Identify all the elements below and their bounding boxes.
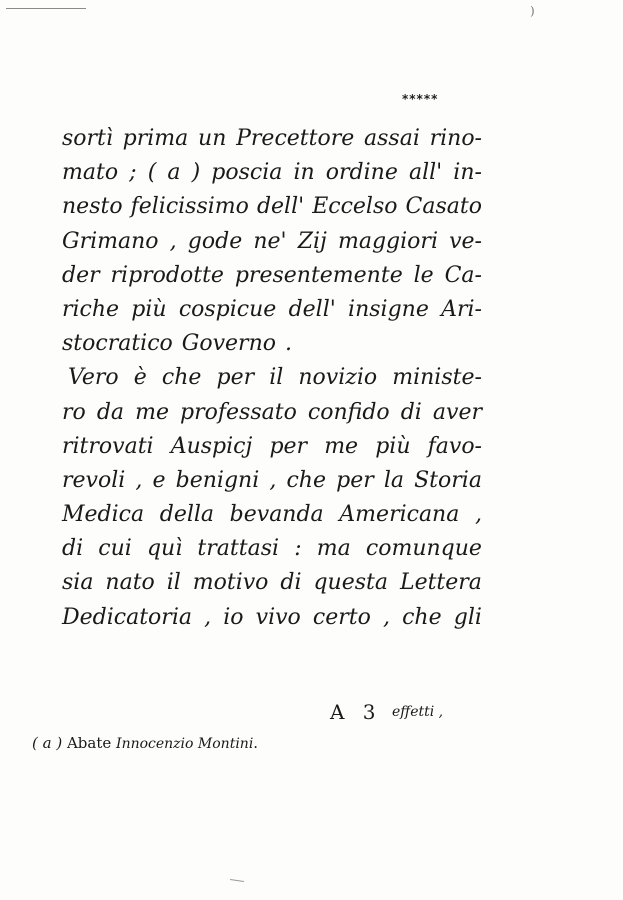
word: di	[280, 570, 302, 596]
word: che	[161, 365, 202, 391]
word: per	[336, 467, 374, 493]
word: Precettore	[236, 126, 355, 151]
top-rule	[6, 8, 86, 9]
ornament-asterisks: *****	[402, 92, 439, 106]
word: dell'	[256, 194, 305, 220]
text-line	[62, 190, 482, 224]
word: vivo	[255, 604, 301, 630]
word: ,	[204, 604, 212, 630]
footnote-end: .	[253, 734, 259, 752]
page-speck	[230, 879, 244, 882]
word: .	[284, 331, 292, 357]
word: certo	[312, 604, 371, 630]
text-line	[62, 532, 482, 566]
word: riprodotte	[110, 262, 224, 288]
word: )	[191, 160, 201, 186]
word: per	[216, 365, 255, 391]
word: Medica	[62, 502, 145, 528]
word: ,	[474, 502, 482, 528]
word: motivo	[192, 570, 269, 596]
word: che	[286, 467, 326, 493]
footnote-name: Innocenzio Montini	[116, 736, 254, 752]
word: sortì	[62, 126, 113, 151]
word: prima	[122, 126, 189, 151]
word: di	[62, 536, 84, 562]
word: io	[223, 604, 244, 630]
word: Americana	[339, 502, 460, 528]
word: Storia	[414, 467, 482, 493]
word: felicissimo	[130, 194, 249, 220]
word: Governo	[181, 331, 276, 357]
catchword: effetti ,	[392, 704, 444, 720]
signature-mark: A 3	[330, 700, 382, 724]
word: ritrovati	[62, 433, 154, 459]
word: comunque	[365, 536, 482, 562]
word: insigne	[348, 296, 429, 322]
word: quì	[146, 536, 183, 562]
top-mark: )	[530, 4, 535, 18]
text-line	[62, 396, 482, 430]
word: stocratico	[62, 331, 173, 357]
text-line	[62, 259, 482, 293]
word: dell'	[288, 296, 336, 322]
word: il	[269, 365, 284, 391]
word: rino-	[429, 126, 482, 151]
word: Eccelso	[312, 194, 398, 220]
word: le	[413, 262, 434, 288]
text-line	[62, 225, 482, 259]
word: della	[159, 502, 215, 528]
word: cui	[98, 536, 132, 562]
word: aver	[432, 399, 482, 425]
word: nato	[105, 570, 155, 596]
word: benigni	[175, 467, 260, 493]
text-line	[62, 430, 482, 464]
footnote-mark: ( a )	[32, 734, 63, 752]
word: Grimano	[62, 228, 159, 254]
word: novizio	[298, 365, 378, 391]
word: poscia	[211, 160, 283, 186]
word: (	[147, 160, 157, 186]
body-text	[62, 122, 482, 635]
word: revoli	[62, 467, 126, 493]
word: confido	[307, 399, 390, 425]
word: che	[402, 604, 442, 630]
word: sia	[62, 570, 94, 596]
text-line	[62, 327, 482, 361]
word: Vero	[68, 365, 119, 391]
word: è	[133, 365, 147, 391]
word: più	[375, 433, 411, 459]
word: ;	[129, 160, 137, 186]
word: ministe-	[392, 365, 482, 391]
text-line	[62, 122, 482, 156]
catchline	[62, 700, 482, 728]
word: riche	[62, 296, 120, 322]
word: me	[135, 399, 169, 425]
word: presentemente	[234, 262, 403, 288]
word: Zij	[297, 228, 327, 254]
word: bevanda	[229, 502, 324, 528]
word: me	[324, 433, 359, 459]
word: all'	[408, 160, 443, 186]
word: per	[269, 433, 308, 459]
word: ne'	[253, 228, 287, 254]
word: Auspicj	[170, 433, 253, 459]
text-line	[62, 156, 482, 190]
word: e	[152, 467, 166, 493]
word: trattasi	[197, 536, 280, 562]
text-line	[62, 464, 482, 498]
footnote	[32, 734, 258, 752]
word: maggiori	[338, 228, 438, 254]
word: cospicue	[178, 296, 277, 322]
word: più	[131, 296, 167, 322]
text-line	[62, 293, 482, 327]
word: un	[198, 126, 227, 151]
word: Casato	[405, 194, 482, 220]
word: Dedicatoria	[62, 604, 192, 630]
word: in-	[453, 160, 482, 186]
text-line	[62, 361, 482, 395]
word: assai	[364, 126, 420, 151]
word: ve-	[449, 228, 482, 254]
word: ma	[316, 536, 351, 562]
word: ,	[382, 604, 390, 630]
word: a	[167, 160, 181, 186]
text-line	[62, 498, 482, 532]
word: ,	[269, 467, 277, 493]
word: :	[294, 536, 302, 562]
word: il	[166, 570, 181, 596]
word: ro	[62, 399, 86, 425]
word: Ca-	[444, 262, 482, 288]
word: da	[96, 399, 125, 425]
word: professato	[180, 399, 297, 425]
word: nesto	[62, 194, 123, 220]
text-line	[62, 566, 482, 600]
word: ordine	[325, 160, 398, 186]
word: di	[400, 399, 422, 425]
word: gli	[453, 604, 482, 630]
text-line	[62, 601, 482, 635]
word: Ari-	[441, 296, 482, 322]
word: der	[62, 262, 100, 288]
word: favo-	[427, 433, 482, 459]
word: la	[383, 467, 404, 493]
word: ,	[135, 467, 143, 493]
word: ,	[169, 228, 177, 254]
word: in	[293, 160, 315, 186]
word: mato	[62, 160, 119, 186]
footnote-abbr: Abate	[66, 734, 112, 752]
word: questa	[313, 570, 388, 596]
word: gode	[187, 228, 243, 254]
word: Lettera	[399, 570, 482, 596]
